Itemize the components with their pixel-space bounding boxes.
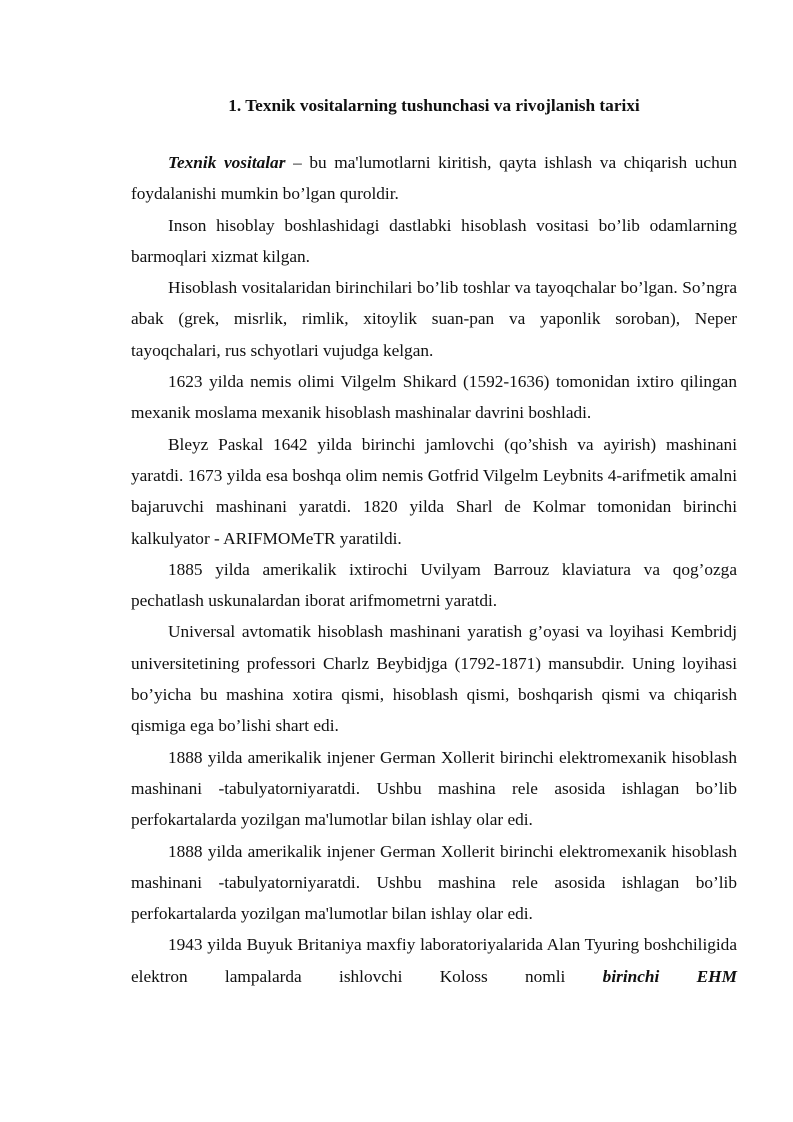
paragraph-text: 1943 yilda Buyuk Britaniya maxfiy laboratoriyalarida Alan Tyuring boshchiligida elektron lampalarda ishlovchi Koloss nomli	[131, 935, 737, 986]
paragraph: Inson hisoblay boshlashidagi dastlabki hisoblash vositasi bo’lib odamlarning barmoqlari xizmat kilgan.	[131, 215, 737, 266]
paragraph: Universal avtomatik hisoblash mashinani yaratish g’oyasi va loyihasi Kembridj universitetining professori Charlz Beybidjga (1792-1871) mansubdir. Uning loyihasi bo’yicha bu mashina xotira qismi, hisoblash qismi, boshqarish qismi va chiqarish qismiga ega bo’lishi shart edi.	[131, 622, 737, 736]
defined-term: Texnik vositalar	[168, 153, 286, 172]
document-page	[131, 96, 737, 992]
paragraph: 1623 yilda nemis olimi Vilgelm Shikard (1592-1636) tomonidan ixtiro qilingan mexanik moslama mexanik hisoblash mashinalar davrini boshladi.	[131, 372, 737, 423]
paragraph-continued	[131, 929, 737, 992]
paragraph-definition	[131, 147, 737, 210]
paragraph: 1885 yilda amerikalik ixtirochi Uvilyam Barrouz klaviatura va qog’ozga pechatlash uskunalardan iborat arifmometrni yaratdi.	[131, 559, 737, 611]
paragraph: Bleyz Paskal 1642 yilda birinchi jamlovchi (qo’shish va ayirish) mashinani yaratdi. 1673 yilda esa boshqa olim nemis Gotfrid Vilgelm Leybnits 4-arifmetik amalni bajaruvchi mashinani yaratdi. 1820 yilda Sharl de Kolmar tomonidan birinchi kalkulyator - ARIFMOMeTR yaratildi.	[131, 434, 737, 548]
section-heading: 1. Texnik vositalarning tushunchasi va rivojlanish tarixi	[228, 96, 640, 115]
paragraph: Hisoblash vositalaridan birinchilari bo’lib toshlar va tayoqchalar bo’lgan. So’ngra abak (grek, misrlik, rimlik, xitoylik suan-pan va yaponlik soroban), Neper tayoqchalari, rus schyotlari vujudga kelgan.	[131, 278, 737, 360]
emphasized-term: birinchi EHM	[602, 966, 737, 986]
paragraph-text: – bu ma'lumotlarni kiritish, qayta ishlash va chiqarish uchun foydalanishi mumkin bo’lgan quroldir.	[131, 153, 737, 204]
paragraph: 1888 yilda amerikalik injener German Xollerit birinchi elektromexanik hisoblash mashinani -tabulyatorniyaratdi. Ushbu mashina rele asosida ishlagan bo’lib perfokartalarda yozilgan ma'lumotlar bilan ishlay olar edi.	[131, 841, 737, 924]
paragraph: 1888 yilda amerikalik injener German Xollerit birinchi elektromexanik hisoblash mashinani -tabulyatorniyaratdi. Ushbu mashina rele asosida ishlagan bo’lib perfokartalarda yozilgan ma'lumotlar bilan ishlay olar edi.	[131, 747, 737, 830]
